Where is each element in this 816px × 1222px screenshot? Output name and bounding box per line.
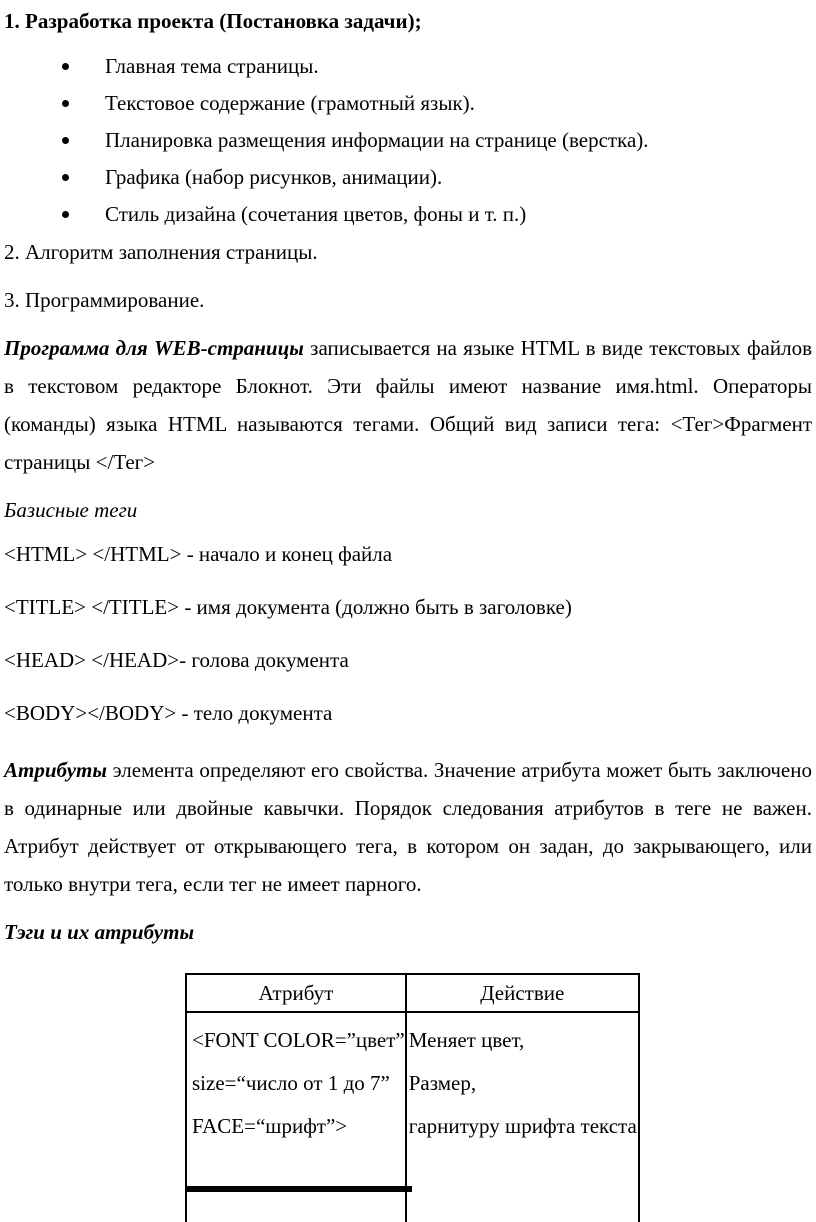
tag-definition-body: <BODY></BODY> - тело документа	[4, 701, 333, 725]
list-item	[4, 85, 812, 122]
list-item	[4, 48, 812, 85]
bullet-list	[4, 48, 812, 233]
table-cell-action	[406, 1012, 639, 1222]
numbered-item-2: 2. Алгоритм заполнения страницы.	[4, 240, 318, 264]
attributes-table	[185, 973, 640, 1222]
cell-line: Меняет цвет,	[408, 1028, 525, 1052]
cell-line: гарнитуру шрифта текста	[408, 1114, 637, 1138]
tag-definition-html: <HTML> </HTML> - начало и конец файла	[4, 542, 393, 566]
tag-definition-head: <HEAD> </HEAD>- голова документа	[4, 648, 349, 672]
list-item	[4, 196, 812, 233]
table-header-attribute: Атрибут	[186, 974, 406, 1012]
list-item-text: Планировка размещения информации на странице (верстка).	[105, 128, 649, 152]
cell-line: <FONT COLOR=”цвет”	[192, 1028, 405, 1052]
subheading-basic-tags: Базисные теги	[4, 498, 138, 522]
table-partial-border	[185, 1186, 412, 1192]
list-item-text: Графика (набор рисунков, анимации).	[105, 165, 443, 189]
table-header-row	[186, 974, 639, 1012]
numbered-item-3: 3. Программирование.	[4, 288, 205, 312]
list-item	[4, 159, 812, 196]
list-item-text: Стиль дизайна (сочетания цветов, фоны и т. п.)	[105, 202, 527, 226]
bullet-icon	[62, 211, 69, 218]
cell-line: Размер,	[408, 1071, 477, 1095]
subheading-tags-attributes: Тэги и их атрибуты	[4, 920, 195, 944]
bullet-icon	[62, 100, 69, 107]
list-item-text: Текстовое содержание (грамотный язык).	[105, 91, 475, 115]
paragraph-lead: Атрибуты	[4, 758, 107, 782]
list-item	[4, 122, 812, 159]
paragraph-attributes	[4, 751, 812, 903]
table-header-action: Действие	[406, 974, 639, 1012]
paragraph-text: записывается на языке HTML в виде текстовых файлов в текстовом редакторе Блокнот. Эти файлы имеют название имя.html. Операторы (команды) языка HTML называются тегами. Общий вид записи тега: <Тег>Фрагмент страницы </Тег>	[4, 336, 812, 474]
paragraph-program	[4, 329, 812, 481]
tag-definition-title: <TITLE> </TITLE> - имя документа (должно быть в заголовке)	[4, 595, 572, 619]
cell-line: size=“число от 1 до 7”	[192, 1071, 390, 1095]
bullet-icon	[62, 174, 69, 181]
paragraph-lead: Программа для WEB-страницы	[4, 336, 304, 360]
list-item-text: Главная тема страницы.	[105, 54, 319, 78]
cell-line: FACE=“шрифт”>	[192, 1114, 348, 1138]
bullet-icon	[62, 63, 69, 70]
heading-project-development: 1. Разработка проекта (Постановка задачи);	[4, 9, 422, 33]
paragraph-text: элемента определяют его свойства. Значение атрибута может быть заключено в одинарные или двойные кавычки. Порядок следования атрибутов в теге не важен. Атрибут действует от открывающего тега, в котором он задан, до закрывающего, или только внутри тега, если тег не имеет парного.	[4, 758, 812, 896]
bullet-icon	[62, 137, 69, 144]
